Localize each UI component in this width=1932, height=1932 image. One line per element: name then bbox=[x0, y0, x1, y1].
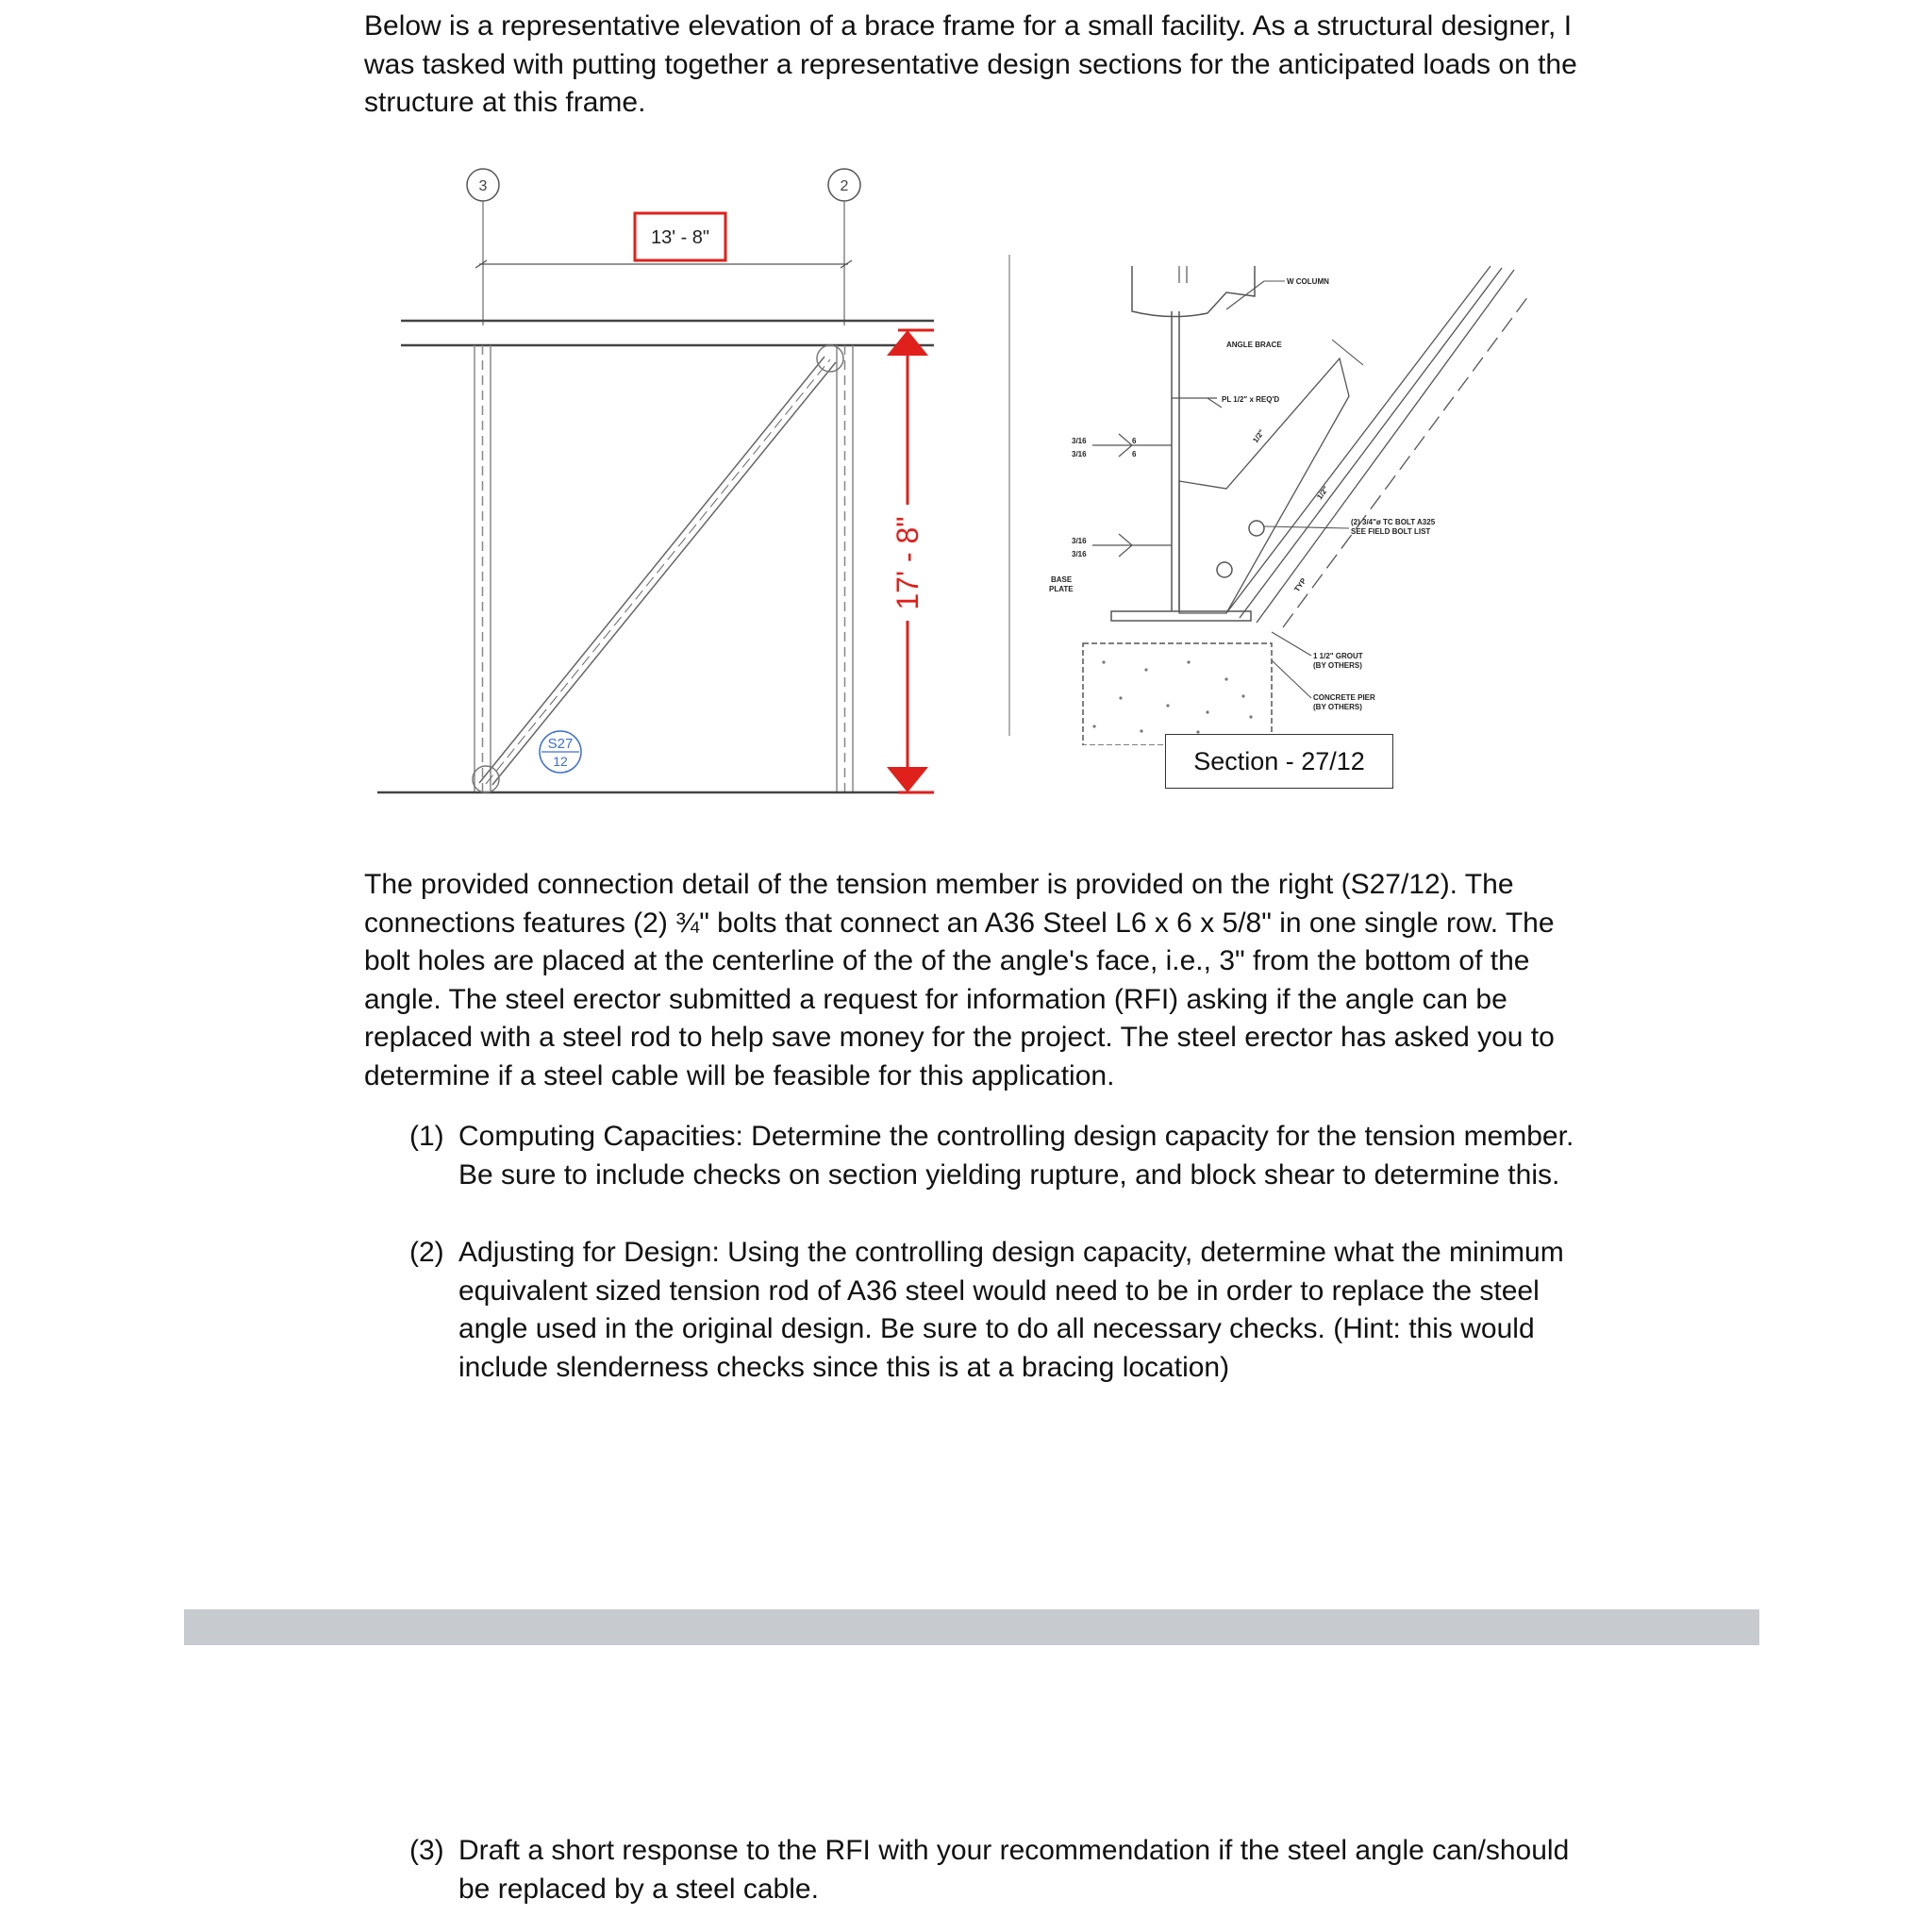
question-item-1 bbox=[409, 1118, 1579, 1194]
svg-text:3/16: 3/16 bbox=[1072, 450, 1087, 458]
diagonal-brace bbox=[479, 357, 836, 785]
svg-text:1/2": 1/2" bbox=[1251, 427, 1267, 445]
svg-text:6: 6 bbox=[1132, 437, 1137, 445]
svg-text:1 1/2" GROUT: 1 1/2" GROUT bbox=[1313, 652, 1363, 660]
svg-text:BASE: BASE bbox=[1051, 575, 1073, 584]
brace-frame-elevation bbox=[0, 0, 943, 811]
svg-text:(BY OTHERS): (BY OTHERS) bbox=[1313, 703, 1362, 711]
svg-text:12: 12 bbox=[553, 754, 568, 769]
intro-paragraph: Below is a representative elevation of a brace frame for a small facility. As a structural designer, I was tasked with putting together a representative design sections for the anticipated loads on the structure at this frame. bbox=[364, 10, 1577, 118]
separator-line bbox=[1008, 255, 1011, 736]
svg-text:S27: S27 bbox=[547, 736, 574, 752]
item-number: (2) bbox=[409, 1237, 444, 1268]
svg-text:PL 1/2" x REQ'D: PL 1/2" x REQ'D bbox=[1222, 395, 1280, 404]
height-dimension bbox=[887, 330, 934, 792]
svg-text:(BY OTHERS): (BY OTHERS) bbox=[1313, 661, 1362, 670]
grid-bubble-3 bbox=[467, 169, 499, 201]
body-paragraph: The provided connection detail of the tension member is provided on the right (S27/12). The connections features (2) ¾" bolts that connect an A36 Steel L6 x 6 x 5/8" in one single row. The bolt holes are placed at the centerline of the of the angle's face, i.e., 3" from the bottom of the angle. The steel erector submitted a request for information (RFI) asking if the angle can be replaced with a steel rod to help save money for the project. The steel erector has asked you to determine if a steel cable will be feasible for this application. bbox=[364, 869, 1555, 1091]
svg-text:ANGLE BRACE: ANGLE BRACE bbox=[1226, 341, 1282, 349]
width-dimension-label bbox=[635, 213, 725, 260]
svg-text:(2) 3/4"ø TC BOLT A325: (2) 3/4"ø TC BOLT A325 bbox=[1351, 518, 1436, 526]
item-number: (1) bbox=[409, 1121, 444, 1152]
svg-text:3/16: 3/16 bbox=[1072, 550, 1087, 558]
svg-text:13' - 8": 13' - 8" bbox=[650, 227, 710, 248]
section-title: Section - 27/12 bbox=[1165, 734, 1393, 789]
svg-text:TYP: TYP bbox=[1292, 576, 1308, 594]
question-item-3 bbox=[409, 1832, 1579, 1908]
right-column bbox=[837, 345, 853, 792]
svg-text:3/16: 3/16 bbox=[1072, 537, 1087, 545]
section-callout[interactable] bbox=[540, 731, 581, 773]
svg-text:1/2": 1/2" bbox=[1315, 484, 1331, 502]
svg-text:6: 6 bbox=[1132, 450, 1137, 458]
svg-text:17' - 8": 17' - 8" bbox=[891, 516, 924, 610]
item-number: (3) bbox=[409, 1835, 444, 1866]
question-item-2 bbox=[409, 1234, 1579, 1387]
left-column bbox=[475, 345, 491, 792]
item-text: Computing Capacities: Determine the controlling design capacity for the tension member. Be sure to include checks on section yielding rupture, and block shear to determine this. bbox=[458, 1121, 1574, 1191]
svg-text:CONCRETE PIER: CONCRETE PIER bbox=[1313, 693, 1375, 702]
svg-text:W COLUMN: W COLUMN bbox=[1287, 277, 1329, 286]
divider-bar bbox=[184, 1609, 1759, 1645]
svg-text:PLATE: PLATE bbox=[1049, 585, 1074, 593]
section-detail-drawing bbox=[1038, 255, 1528, 745]
grid-bubble-2 bbox=[828, 169, 860, 201]
item-text: Adjusting for Design: Using the controlling design capacity, determine what the minimum equivalent sized tension rod of A36 steel would need to be in order to replace the steel angle used in the original design. Be sure to do all necessary checks. (Hint: this would include slenderness checks since this is at a bracing location) bbox=[458, 1237, 1564, 1383]
svg-text:3/16: 3/16 bbox=[1072, 437, 1087, 445]
svg-text:3: 3 bbox=[478, 178, 488, 194]
svg-text:SEE FIELD BOLT LIST: SEE FIELD BOLT LIST bbox=[1351, 527, 1431, 536]
svg-text:2: 2 bbox=[840, 178, 849, 194]
item-text: Draft a short response to the RFI with your recommendation if the steel angle can/should be replaced by a steel cable. bbox=[458, 1835, 1570, 1905]
